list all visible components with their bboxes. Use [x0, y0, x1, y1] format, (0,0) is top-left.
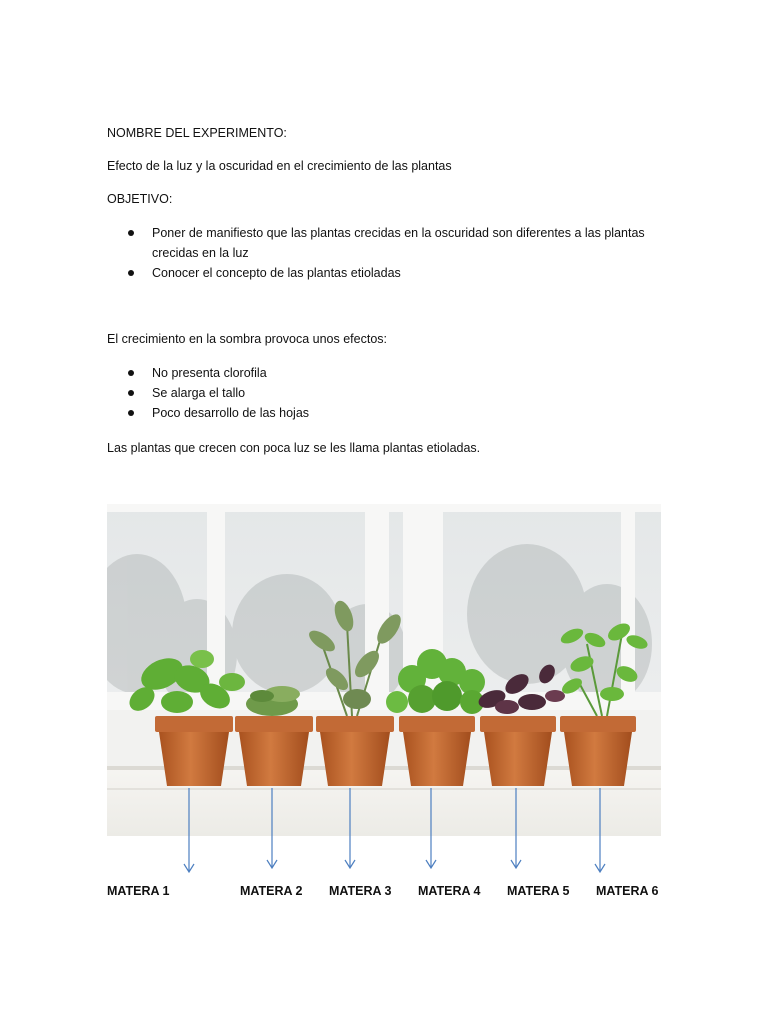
list-item — [128, 223, 652, 263]
bullet-icon — [128, 390, 134, 396]
matera-label-1: MATERA 1 — [107, 884, 170, 898]
bullet-icon — [128, 370, 134, 376]
list-item — [128, 263, 652, 283]
objectives-list — [128, 223, 652, 283]
list-item — [128, 383, 652, 403]
objective-text: Poner de manifiesto que las plantas crecidas en la oscuridad son diferentes a las plantas crecidas en la luz — [152, 226, 645, 260]
effect-text: No presenta clorofila — [152, 366, 267, 380]
objective-heading: OBJETIVO: — [107, 192, 173, 206]
matera-label-4: MATERA 4 — [418, 884, 481, 898]
effect-text: Poco desarrollo de las hojas — [152, 406, 310, 420]
list-item — [128, 403, 652, 423]
effect-text: Se alarga el tallo — [152, 386, 246, 400]
experiment-heading: NOMBRE DEL EXPERIMENTO: — [107, 126, 287, 140]
matera-label-5: MATERA 5 — [507, 884, 570, 898]
list-item — [128, 363, 652, 383]
experiment-title: Efecto de la luz y la oscuridad en el crecimiento de las plantas — [107, 159, 452, 173]
matera-label-2: MATERA 2 — [240, 884, 303, 898]
bullet-icon — [128, 270, 134, 276]
effects-list — [128, 363, 652, 423]
bullet-icon — [128, 410, 134, 416]
plants-photo — [107, 504, 661, 836]
matera-label-6: MATERA 6 — [596, 884, 659, 898]
bullet-icon — [128, 230, 134, 236]
matera-label-3: MATERA 3 — [329, 884, 392, 898]
shade-intro: El crecimiento en la sombra provoca unos efectos: — [107, 332, 387, 346]
conclusion-text: Las plantas que crecen con poca luz se les llama plantas etioladas. — [107, 441, 481, 455]
objective-text: Conocer el concepto de las plantas etioladas — [152, 266, 401, 280]
